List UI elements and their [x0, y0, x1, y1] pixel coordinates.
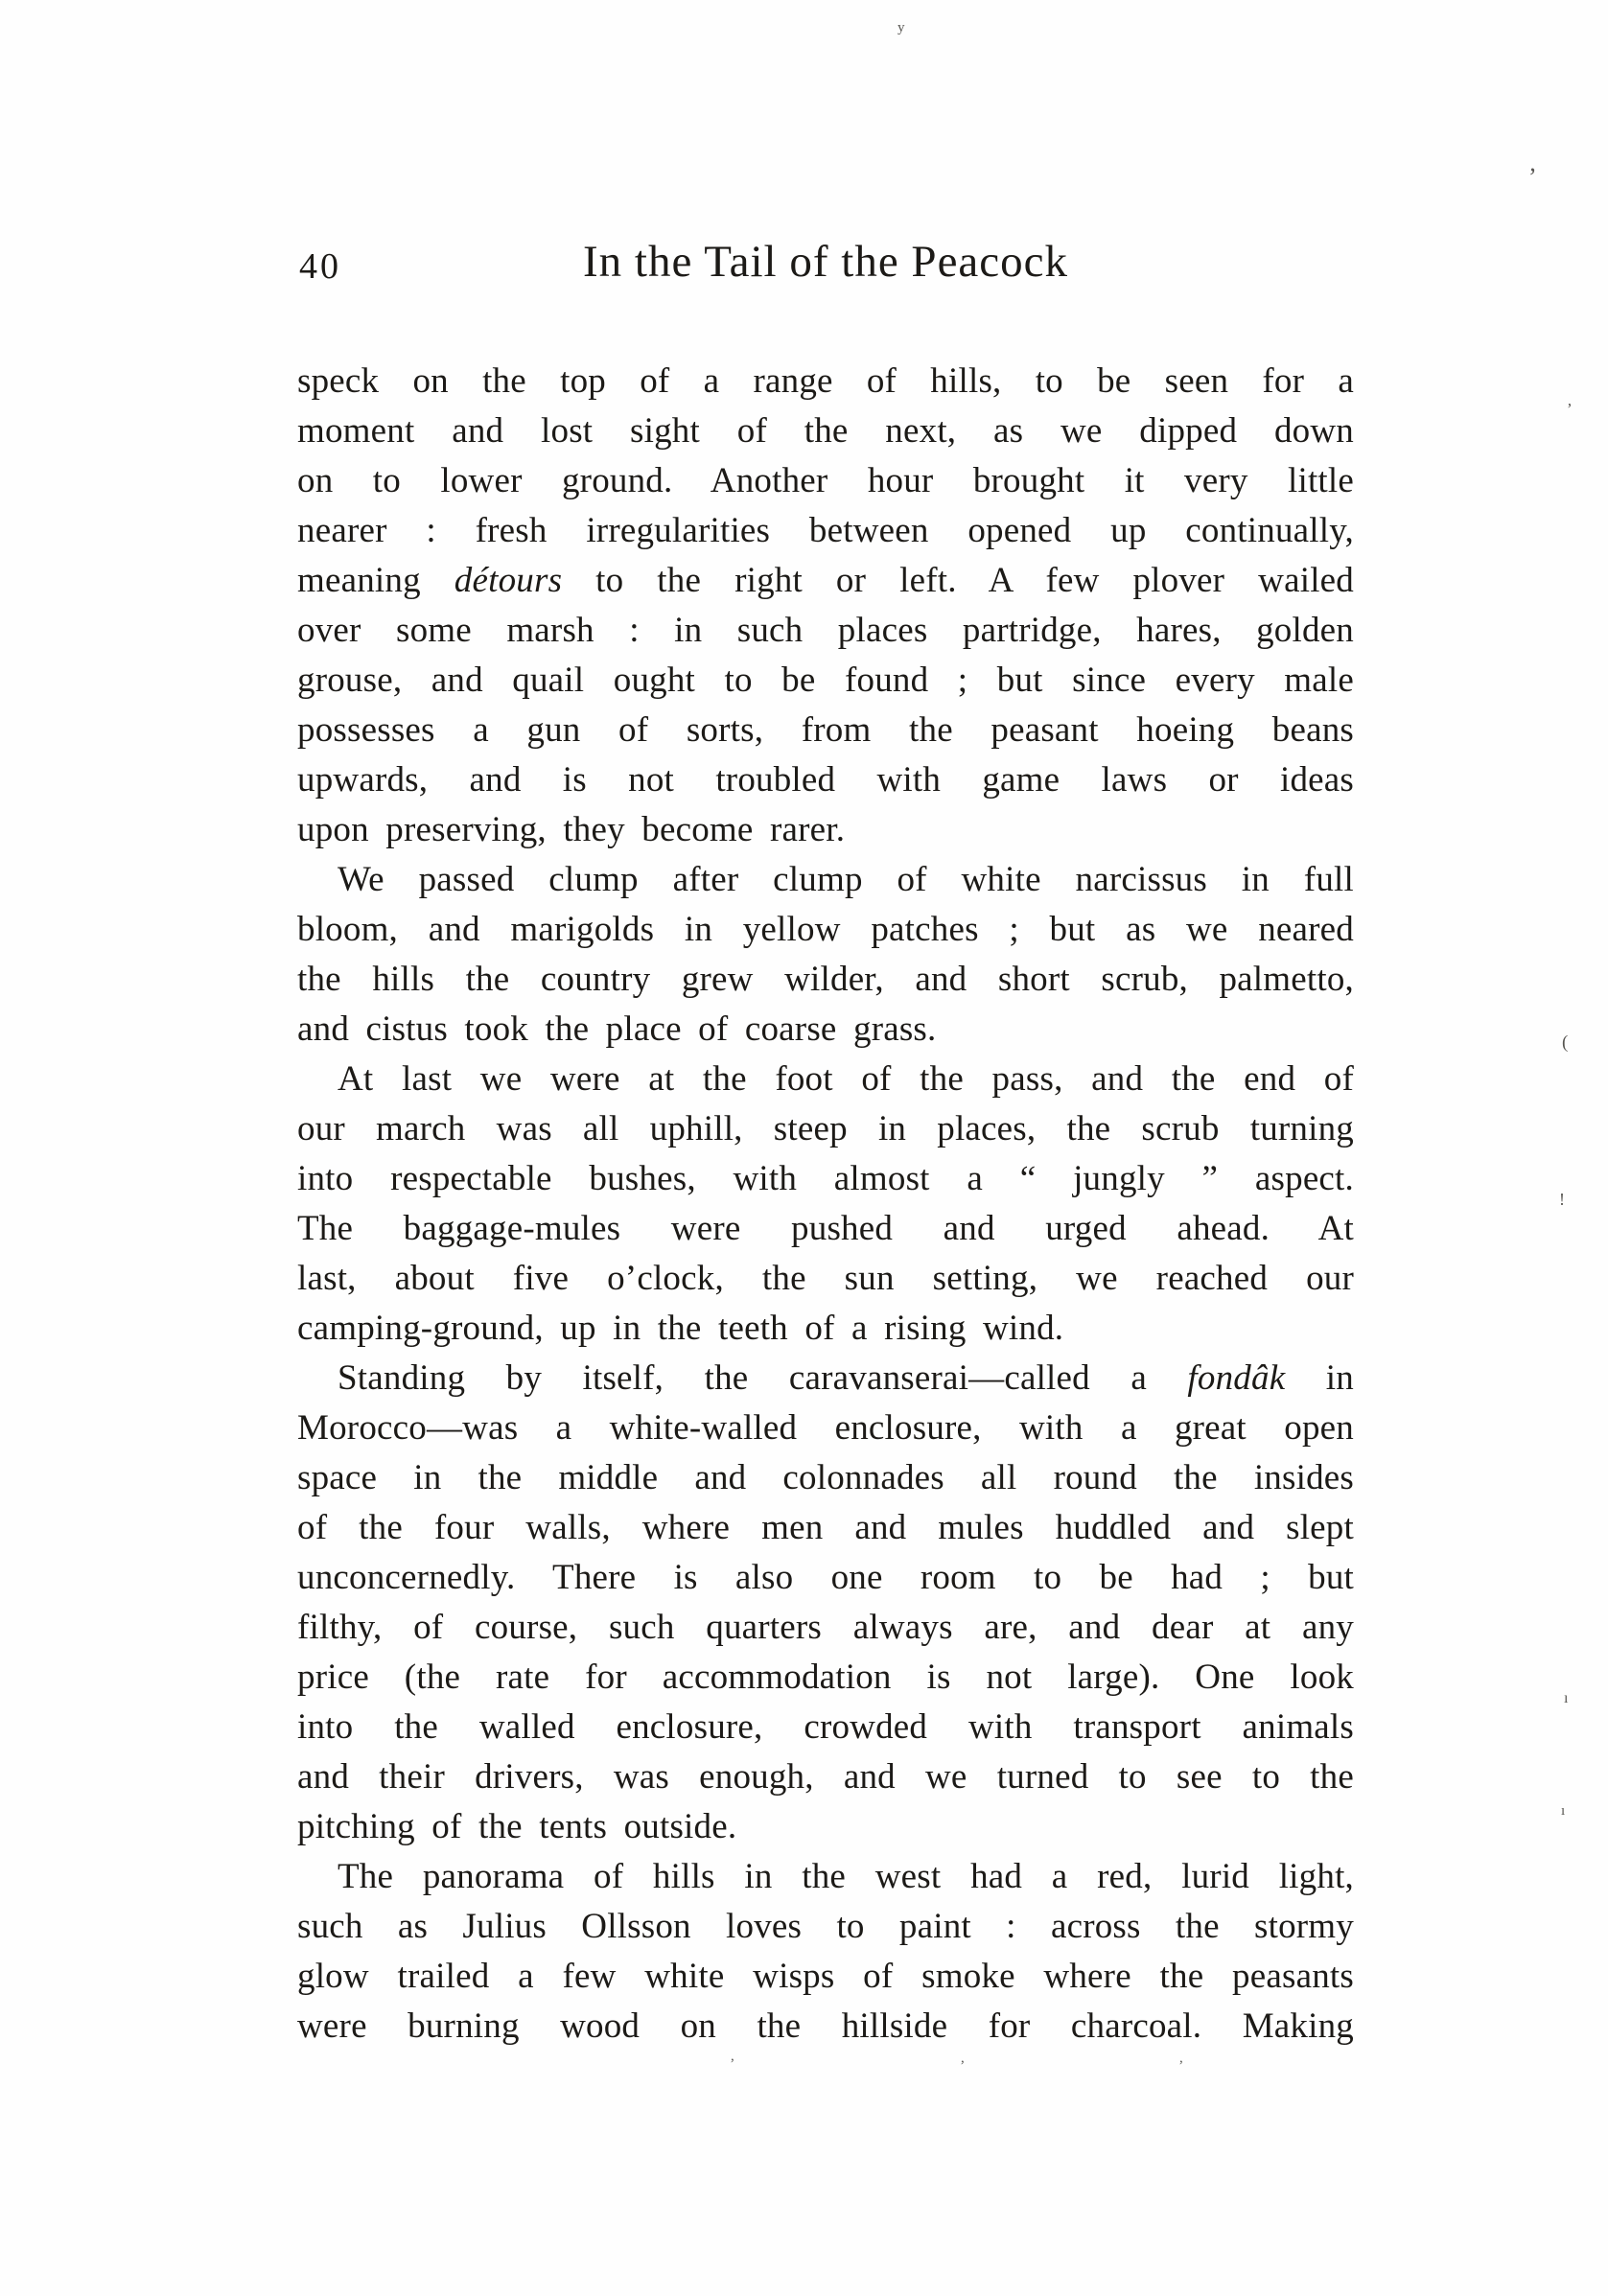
scan-artifact: ı: [1561, 1803, 1566, 1819]
text-run: into respectable bushes, with almost a “ jungly ” aspect.: [297, 1159, 1354, 1198]
text-line: [297, 1254, 1354, 1304]
page-title: In the Tail of the Peacock: [582, 237, 1069, 287]
text-run: and cistus took the place of coarse grass.: [297, 1009, 937, 1049]
text-run: At last we were at the foot of the pass, and the end of: [338, 1059, 1354, 1099]
text-line: [297, 1005, 1354, 1055]
text-line: [297, 656, 1354, 706]
text-line: [297, 1852, 1354, 1902]
text-run: on to lower ground. Another hour brought it very little: [297, 461, 1354, 500]
text-run: to the right or left. A few plover wailed: [562, 561, 1354, 600]
paragraph: [297, 357, 1354, 855]
text-line: [297, 1553, 1354, 1603]
paragraph: [297, 1852, 1354, 2052]
text-line: [297, 1503, 1354, 1553]
paragraph: [297, 855, 1354, 1055]
text-run: The baggage-mules were pushed and urged ahead. At: [297, 1209, 1354, 1248]
text-line: [297, 1055, 1354, 1104]
text-line: [297, 1653, 1354, 1703]
text-line: [297, 1453, 1354, 1503]
text-line: [297, 1952, 1354, 2002]
text-line: [297, 456, 1354, 506]
text-run: moment and lost sight of the next, as we dipped down: [297, 411, 1354, 451]
text-run: of the four walls, where men and mules huddled and slept: [297, 1508, 1354, 1547]
text-line: [297, 506, 1354, 556]
text-run: upon preserving, they become rarer.: [297, 810, 846, 849]
text-run: were burning wood on the hillside for charcoal. Making: [297, 2006, 1354, 2046]
scan-artifact: (: [1562, 1032, 1569, 1053]
text-run: last, about five o’clock, the sun setting, we reached our: [297, 1259, 1354, 1298]
text-line: [297, 2002, 1354, 2052]
text-run: We passed clump after clump of white narcissus in full: [338, 860, 1354, 899]
text-run: Standing by itself, the caravanserai—called a: [338, 1358, 1188, 1398]
text-run: speck on the top of a range of hills, to be seen for a: [297, 361, 1354, 401]
text-run: bloom, and marigolds in yellow patches ; but as we neared: [297, 910, 1354, 949]
text-line: [297, 755, 1354, 805]
scan-artifact: !: [1559, 1190, 1565, 1209]
paragraph: [297, 1354, 1354, 1852]
scan-artifact: ’: [1567, 400, 1573, 418]
text-line: [297, 406, 1354, 456]
text-line: [297, 1304, 1354, 1354]
scan-artifact: ı: [1564, 1690, 1569, 1706]
text-run: space in the middle and colonnades all round the insides: [297, 1458, 1354, 1497]
scan-artifact: ,: [731, 2049, 734, 2064]
text-line: [297, 357, 1354, 406]
text-run: unconcernedly. There is also one room to be had ; but: [297, 1558, 1354, 1597]
page-number: 40: [299, 246, 341, 287]
text-run: into the walled enclosure, crowded with transport animals: [297, 1707, 1354, 1747]
text-run: over some marsh : in such places partridge, hares, golden: [297, 611, 1354, 650]
text-run: pitching of the tents outside.: [297, 1807, 737, 1846]
text-line: [297, 606, 1354, 656]
text-line: [297, 1154, 1354, 1204]
italic-text: fondâk: [1187, 1358, 1286, 1398]
text-run: and their drivers, was enough, and we turned to see to the: [297, 1757, 1354, 1797]
text-run: Morocco—was a white-walled enclosure, with a great open: [297, 1408, 1354, 1448]
text-line: [297, 1354, 1354, 1403]
text-line: [297, 805, 1354, 855]
text-run: the hills the country grew wilder, and short scrub, palmetto,: [297, 960, 1354, 999]
text-run: possesses a gun of sorts, from the peasant hoeing beans: [297, 710, 1354, 750]
text-line: [297, 1703, 1354, 1752]
text-run: upwards, and is not troubled with game laws or ideas: [297, 760, 1354, 800]
scan-artifact: ’: [1528, 163, 1537, 191]
text-run: in: [1285, 1358, 1354, 1398]
text-line: [297, 1902, 1354, 1952]
text-line: [297, 556, 1354, 606]
text-line: [297, 855, 1354, 905]
text-block: [297, 357, 1354, 2052]
text-run: The panorama of hills in the west had a red, lurid light,: [338, 1857, 1354, 1896]
page-header: [297, 237, 1354, 297]
scan-artifact: y: [897, 20, 905, 35]
text-run: glow trailed a few white wisps of smoke where the peasants: [297, 1957, 1354, 1996]
text-line: [297, 905, 1354, 955]
text-line: [297, 955, 1354, 1005]
text-line: [297, 1204, 1354, 1254]
scan-artifact: ,: [1179, 2051, 1183, 2066]
text-line: [297, 1104, 1354, 1154]
text-line: [297, 1403, 1354, 1453]
text-line: [297, 1752, 1354, 1802]
text-run: price (the rate for accommodation is not large). One look: [297, 1658, 1354, 1697]
text-run: our march was all uphill, steep in places, the scrub turning: [297, 1109, 1354, 1148]
text-run: grouse, and quail ought to be found ; but since every male: [297, 661, 1354, 700]
text-run: filthy, of course, such quarters always are, and dear at any: [297, 1608, 1354, 1647]
italic-text: détours: [454, 561, 563, 600]
text-line: [297, 1603, 1354, 1653]
text-run: such as Julius Ollsson loves to paint : across the stormy: [297, 1907, 1354, 1946]
text-run: camping-ground, up in the teeth of a rising wind.: [297, 1309, 1064, 1348]
text-line: [297, 706, 1354, 755]
text-run: nearer : fresh irregularities between opened up continually,: [297, 511, 1354, 550]
text-line: [297, 1802, 1354, 1852]
paragraph: [297, 1055, 1354, 1354]
scan-artifact: ,: [961, 2051, 965, 2066]
text-run: meaning: [297, 561, 454, 600]
